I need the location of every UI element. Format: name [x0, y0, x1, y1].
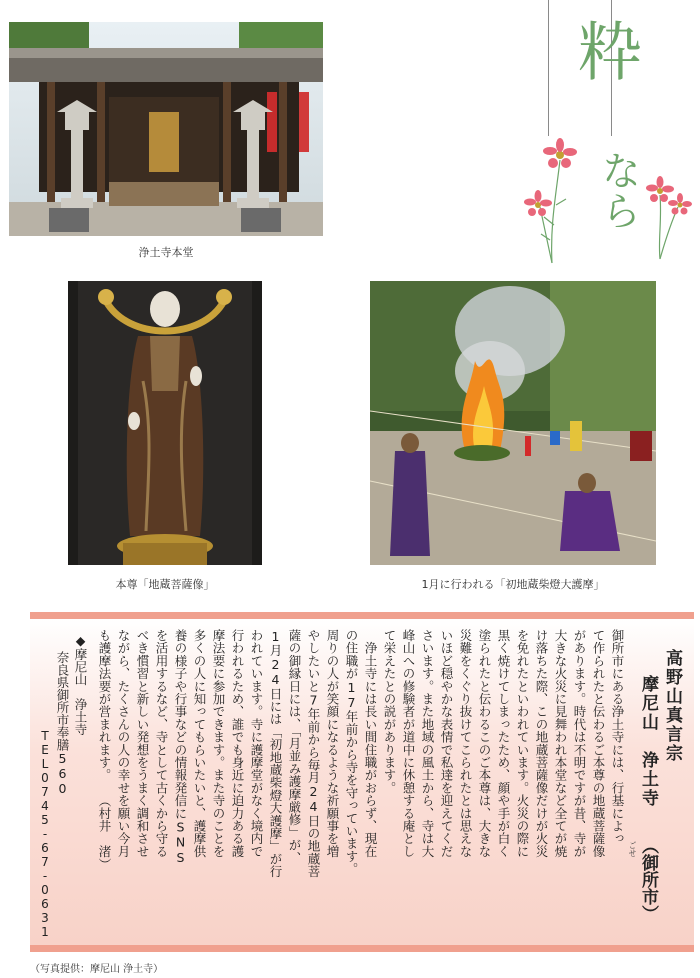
article-body-line: ながら、たくさんの人の幸せを願い今月 — [116, 629, 131, 858]
temple-hall-photo — [9, 22, 323, 236]
article-body-line: 塗られたと伝わるこのご本尊は、大きな — [477, 629, 492, 858]
cosmos-flower-icon — [520, 135, 590, 265]
article-body-line: いほど穏やかな表情で私達を迎えてくだ — [439, 629, 454, 858]
article-body-line: 多くの人に知ってもらいたいと、護摩供 — [192, 629, 207, 858]
address-line: 奈良県御所市奉膳560 — [55, 651, 70, 796]
article-body-line: も護摩法要が営まれます。 （村井 渚） — [97, 629, 112, 871]
decor-line — [548, 0, 549, 136]
article-heading-city: （御所市） — [638, 837, 658, 922]
ruby-gose: ごせ — [628, 841, 637, 857]
article-body-line: て栄えたとの説があります。 — [382, 629, 397, 795]
jizo-statue-caption: 本尊「地蔵菩薩像」 — [115, 578, 215, 591]
article-panel — [30, 612, 694, 952]
article-body-line: 災難をくぐり抜けてこられたとは思えな — [458, 629, 473, 858]
temple-hall-caption: 浄土寺本堂 — [138, 246, 194, 259]
fire-ritual-photo — [370, 281, 656, 565]
article-body-line: 黒く焼けてしまったため、顔や手が白く — [496, 629, 511, 858]
article-body-line: やしたいと7年前から毎月24日の地蔵菩 — [306, 629, 321, 878]
article-body-line: さいます。また地域の風土から、寺は大 — [420, 629, 435, 858]
article-body-line: て作られたと伝わるご本尊の地蔵菩薩像 — [591, 629, 606, 858]
address-name: ◆摩尼山 浄土寺 — [73, 633, 88, 736]
article-body-line: を免れたといわれています。火災の際に — [515, 629, 530, 858]
article-body-line: 浄土寺には長い間住職がおらず、現在 — [363, 629, 378, 858]
article-body-line: 周りの人が笑顔になるような祈願事を増 — [325, 629, 340, 858]
article-body-line: 1月24日には「初地蔵柴燈大護摩」が行 — [268, 629, 283, 878]
article-body-line: われています。寺に護摩堂がなく境内で — [249, 629, 264, 858]
jizo-statue-photo — [68, 281, 262, 565]
article-body-line: 行われるため、誰でも身近に迫力ある護 — [230, 629, 245, 858]
article-body-line: 大きな火災に見舞われ本堂など全てが焼 — [553, 629, 568, 858]
article-body-line: の住職が17年前から寺を守っています。 — [344, 629, 359, 876]
article-body-line: 峰山への修験者が道中に休憩する庵とし — [401, 629, 416, 858]
article-body-line: け落ちた際、この地蔵菩薩像だけが火災 — [534, 629, 549, 858]
article-body-line: を活用するなど、寺として古くから守る — [154, 629, 169, 858]
article-heading-sect: 高野山真言宗 — [662, 649, 682, 763]
article-body-line: 御所市にある浄土寺には、行基によっ — [610, 629, 625, 845]
cosmos-flower-icon — [640, 175, 695, 260]
article-body-line: 薩の御縁日には、「月並み護摩厳修」が、 — [287, 629, 302, 865]
article-heading-temple: 摩尼山 浄土寺 — [638, 675, 658, 808]
article-body-line: べき慣習と新しい発想をうまく調和させ — [135, 629, 150, 858]
article-body-line: 養の様子や行事などの情報発信にSNS — [173, 629, 188, 866]
article-body-line: があります。時代は不明ですが昔、寺が — [572, 629, 587, 858]
title-small: なら — [595, 150, 641, 230]
fire-ritual-caption: 1月に行われる「初地蔵柴燈大護摩」 — [421, 578, 605, 591]
address-tel: TEL0745-67-0631 — [38, 729, 52, 939]
photo-credit: （写真提供：摩尼山 浄土寺） — [30, 964, 164, 975]
title-large: 粋 — [567, 18, 641, 82]
article-body-line: 摩法要に参加できます。また寺のことを — [211, 629, 226, 858]
